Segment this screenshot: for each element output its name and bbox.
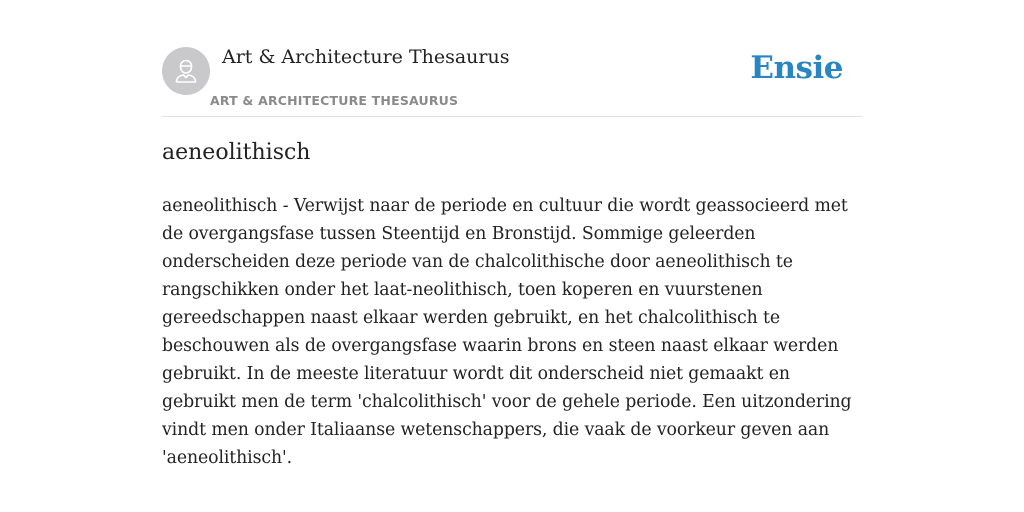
author-name[interactable]: Art & Architecture Thesaurus (222, 46, 510, 68)
entry-title: aeneolithisch (162, 140, 311, 165)
entry-definition: aeneolithisch - Verwijst naar de periode en cultuur die wordt geassocieerd met de overgangsfase tussen Steentijd en Bronstijd. Sommige geleerden onderscheiden deze periode van de chalcolithische door aeneolithisch te rangschikken onder het laat-neolithisch, toen koperen en vuurstenen gereedschappen naast elkaar werden gebruikt, en het chalcolithisch te beschouwen als de overgangsfase waarin brons en steen naast elkaar werden gebruikt. In de meeste literatuur wordt dit onderscheid niet gemaakt en gebruikt men de term 'chalcolithisch' voor de gehele periode. Een uitzondering vindt men onder Italiaanse wetenschappers, die vaak de voorkeur geven aan 'aeneolithisch'. (162, 196, 852, 468)
brand-logo[interactable]: Ensie (750, 50, 843, 86)
header (162, 0, 862, 117)
author-subtitle[interactable]: ART & ARCHITECTURE THESAURUS (210, 93, 459, 108)
avatar[interactable] (162, 47, 210, 95)
page (162, 0, 862, 468)
user-icon (171, 56, 201, 86)
